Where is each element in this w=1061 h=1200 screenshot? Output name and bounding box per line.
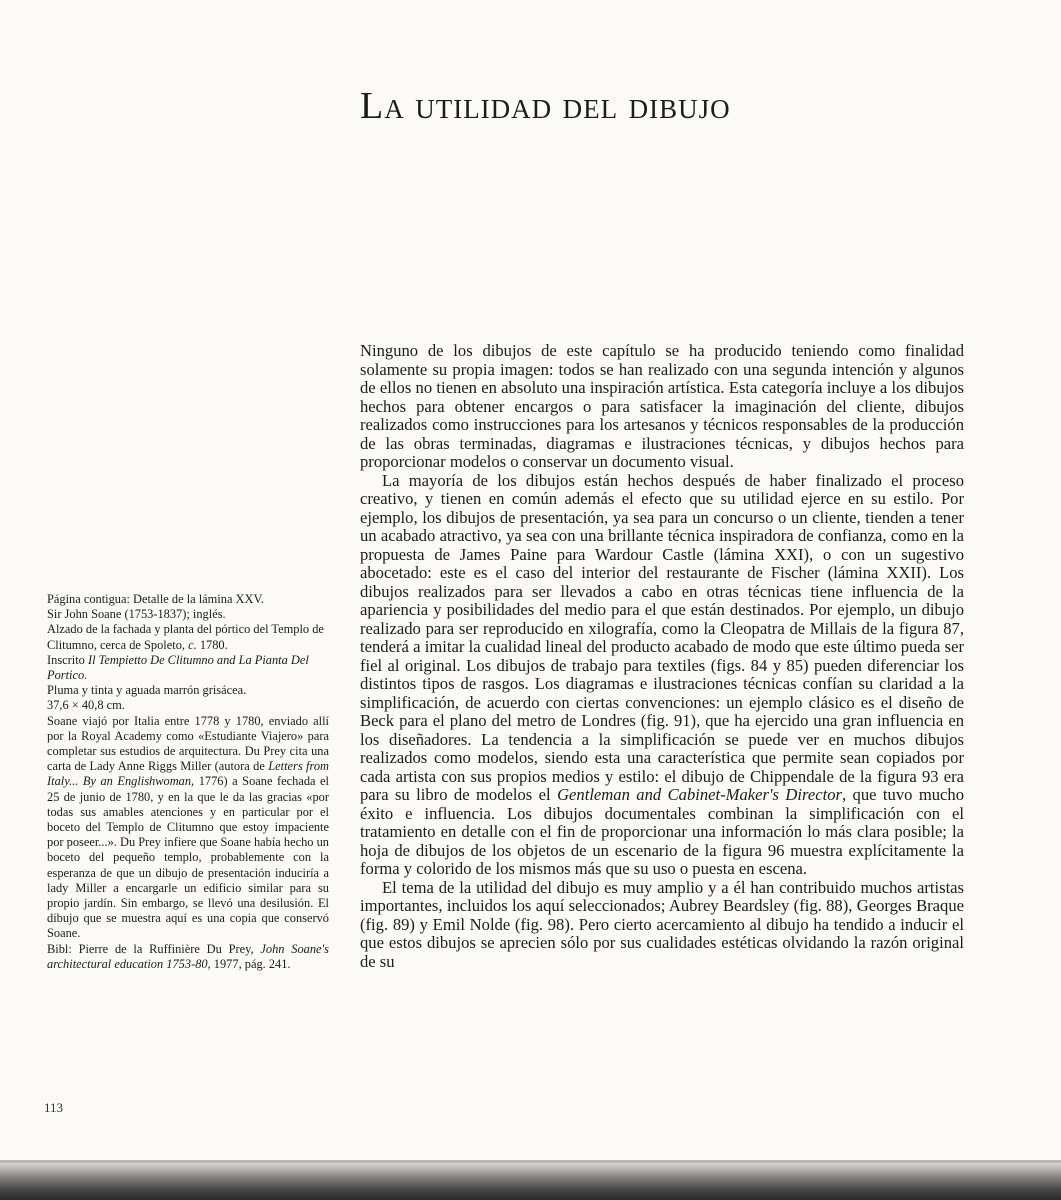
caption-bibliography-end: 1977, pág. 241.: [210, 956, 291, 971]
caption-body-start: Soane viajó por Italia entre 1778 y 1780, enviado allí por la Royal Academy como «Estudiante Viajero» para completar sus estudios de arquitectura. Du Prey cita una carta de Lady Anne Riggs Miller (autora de: [47, 713, 329, 774]
main-body-text: [360, 342, 964, 971]
caption-bibliography: [47, 942, 329, 972]
caption-dimensions: 37,6 × 40,8 cm.: [47, 698, 125, 713]
caption-bibliography-title: John Soane's architectural education 1753-80,: [47, 941, 330, 971]
caption-medium: Pluma y tinta y aguada marrón grisácea.: [47, 683, 247, 698]
caption-inscription-text: Il Tempietto De Clitumno and La Pianta Del Portico.: [47, 652, 309, 683]
caption-body-end: 1776) a Soane fechada el 25 de junio de 1780, y en la que le da las gracias «por todas sus amables atenciones y en particular por el boceto del Templo de Clitumno que estoy impaciente por poseer...». Du Prey infiere que Soane había hecho un boceto del pequeño templo, probablemente con la esperanza de que un dibujo de presentación induciría a lady Miller a encargarle un edificio similar para su propio jardín. Sin embargo, se llevó una desilusión. El dibujo que se muestra aquí es una copia que conservó Soane.: [47, 774, 329, 941]
caption-reference: Página contigua: Detalle de la lámina XXV.: [47, 592, 264, 606]
book-edge-shadow: [0, 1163, 1061, 1200]
caption-bibliography-prefix: Bibl: Pierre de la Ruffinière Du Prey,: [47, 941, 261, 956]
caption-letters-title: Letters from Italy... By an Englishwoman,: [47, 759, 329, 789]
body-paragraph-2-start: La mayoría de los dibujos están hechos después de haber finalizado el proceso creativo, y tienen en común además el efecto que su utilidad ejerce en su estilo. Por ejemplo, los dibujos de presentación, ya sea para un concurso o un cliente, tienden a tener un acabado atractivo, ya sea con una brillante técnica inspiradora de confianza, como en la propuesta de James Paine para Wardour Castle (lámina XXI), o con un sugestivo abocetado: este es el caso del interior del restaurante de Fischer (lámina XXII). Los dibujos realizados para ser llevados a cabo en otras técnicas tiene influencia de la apariencia y posibilidades del medio para el que están destinados. Por ejemplo, un dibujo realizado para ser reproducido en xilografía, como la Cleopatra de Millais de la figura 87, tenderá a imitar la cualidad lineal del producto acabado de modo que este último pueda ser fiel al original. Los dibujos de trabajo para textiles (figs. 84 y 85) pueden diferenciar los distintos tipos de rasgos. Los diagramas e ilustraciones técnicas confían su claridad a la simplificación, de acuerdo con ciertas convenciones: un ejemplo clásico es el diseño de Beck para el plano del metro de Londres (fig. 91), que ha ejercido una gran influencia en los diseñadores. La tendencia a la simplificación se puede ver en muchos dibujos realizados como modelos, siendo esta una característica que permite sean copiados por cada artista con sus propios medios y estilo: el dibujo de Chippendale de la figura 93 era para su libro de modelos el: [360, 470, 964, 804]
caption-body: [47, 714, 329, 942]
caption-date: 1780.: [196, 637, 228, 652]
caption-work-title: [47, 622, 329, 652]
book-title-director: Gentleman and Cabinet-Maker's Director: [557, 785, 842, 804]
body-paragraph-3: El tema de la utilidad del dibujo es muy amplio y a él han contribuido muchos artistas importantes, incluidos los aquí seleccionados; Aubrey Beardsley (fig. 88), Georges Braque (fig. 89) y Emil Nolde (fig. 98). Pero cierto acercamiento al dibujo ha tendido a inducir el que estos dibujos se aprecien sólo por sus cualidades estéticas olvidando la razón original de su: [360, 877, 964, 971]
body-paragraph-1: Ninguno de los dibujos de este capítulo se ha producido teniendo como finalidad solamente su propia imagen: todos se han realizado con una segunda intención y algunos de ellos no tienen en absoluto una inspiración artística. Esta categoría incluye a los dibujos hechos para obtener encargos o para satisfacer la imaginación del cliente, dibujos realizados como instrucciones para los artesanos y técnicos responsables de la producción de las obras terminadas, diagramas e ilustraciones técnicas, y dibujos hechos para proporcionar modelos o conservar un documento visual.: [360, 341, 964, 471]
chapter-title: La utilidad del dibujo: [360, 85, 731, 127]
caption-inscription: [47, 653, 329, 683]
caption-work-title-text: Alzado de la fachada y planta del pórtico del Templo de Clitumno, cerca de Spoleto,: [47, 622, 324, 652]
caption-artist: Sir John Soane (1753-1837); inglés.: [47, 607, 226, 622]
page-number: 113: [44, 1100, 64, 1115]
caption-circa: c.: [188, 637, 197, 652]
body-paragraph-2: [360, 472, 964, 879]
body-paragraph-2-end: , que tuvo mucho éxito e influencia. Los dibujos documentales combinan la simplificación con el tratamiento en detalle con el fin de proporcionar una información lo más clara posible; la hoja de dibujos de los objetos de un escenario de la figura 96 muestra explícitamente la forma y colorido de los mismos más que su uso o puesta en escena.: [360, 785, 964, 878]
caption-inscription-prefix: Inscrito: [47, 652, 88, 667]
figure-caption: [47, 592, 329, 972]
